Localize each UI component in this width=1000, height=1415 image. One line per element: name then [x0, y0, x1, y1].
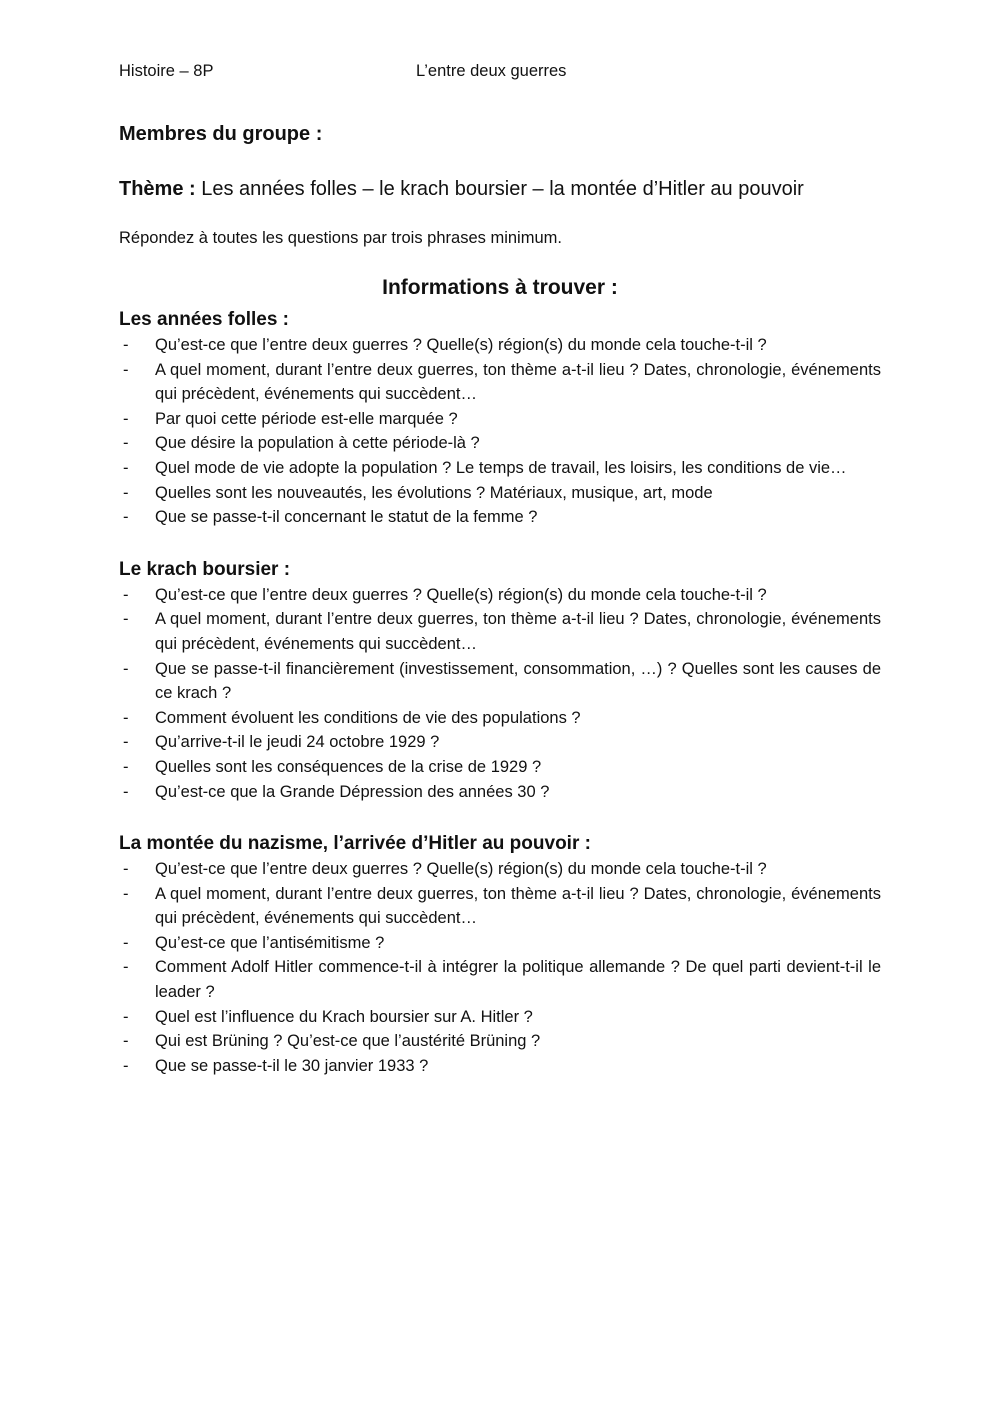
question-item — [119, 780, 881, 805]
question-text: Qu’est-ce que l’entre deux guerres ? Quelle(s) région(s) du monde cela touche-t-il ? — [155, 860, 767, 879]
question-item — [119, 333, 881, 358]
bullet-dash: - — [123, 1056, 129, 1075]
instruction-text: Répondez à toutes les questions par trois phrases minimum. — [119, 229, 562, 247]
question-text: Qu’est-ce que l’entre deux guerres ? Quelle(s) région(s) du monde cela touche-t-il ? — [155, 585, 767, 604]
question-text: A quel moment, durant l’entre deux guerres, ton thème a-t-il lieu ? Dates, chronologie, événements qui précèdent, événements qui succèdent… — [155, 610, 881, 653]
bullet-dash: - — [123, 610, 129, 629]
question-list — [119, 857, 881, 1078]
question-text: Qu’est-ce que l’antisémitisme ? — [155, 933, 385, 952]
theme-label: Thème : — [119, 178, 196, 200]
question-text: Qu’est-ce que l’entre deux guerres ? Quelle(s) région(s) du monde cela touche-t-il ? — [155, 336, 767, 354]
question-text: A quel moment, durant l’entre deux guerres, ton thème a-t-il lieu ? Dates, chronologie, événements qui précèdent, événements qui succèdent… — [155, 884, 881, 928]
question-text: Quel mode de vie adopte la population ? Le temps de travail, les loisirs, les conditions de vie… — [155, 458, 847, 477]
group-members-label: Membres du groupe : — [119, 123, 323, 145]
question-item — [119, 882, 881, 931]
bullet-dash: - — [123, 933, 129, 952]
question-text: A quel moment, durant l’entre deux guerres, ton thème a-t-il lieu ? Dates, chronologie, événements qui précèdent, événements qui succèdent… — [155, 360, 881, 404]
bullet-dash: - — [123, 782, 129, 801]
question-text: Quelles sont les conséquences de la crise de 1929 ? — [155, 757, 542, 776]
question-section — [119, 556, 881, 804]
question-item — [119, 755, 881, 780]
bullet-dash: - — [123, 733, 129, 752]
bullet-dash: - — [123, 1007, 129, 1026]
bullet-dash: - — [123, 458, 129, 477]
question-item — [119, 706, 881, 731]
question-item — [119, 431, 881, 456]
question-item — [119, 1054, 881, 1079]
question-item — [119, 1005, 881, 1030]
question-text: Par quoi cette période est-elle marquée ? — [155, 409, 458, 428]
question-text: Qu’est-ce que la Grande Dépression des années 30 ? — [155, 782, 550, 801]
bullet-dash: - — [123, 585, 129, 604]
question-item — [119, 358, 881, 407]
bullet-dash: - — [123, 483, 129, 502]
theme-text: Les années folles – le krach boursier – la montée d’Hitler au pouvoir — [195, 178, 804, 200]
header-subject: Histoire – 8P — [119, 62, 214, 80]
question-item — [119, 1029, 881, 1054]
section-title: Le krach boursier : — [119, 558, 291, 580]
question-item — [119, 730, 881, 755]
document-page — [119, 60, 881, 1078]
bullet-dash: - — [123, 757, 129, 776]
question-text: Que se passe-t-il le 30 janvier 1933 ? — [155, 1056, 429, 1075]
question-section — [119, 306, 881, 530]
main-title: Informations à trouver : — [382, 276, 618, 299]
page-header — [119, 60, 881, 84]
bullet-dash: - — [123, 336, 129, 354]
question-text: Qu’arrive-t-il le jeudi 24 octobre 1929 ? — [155, 733, 440, 752]
question-item — [119, 955, 881, 1004]
sections-container — [119, 306, 881, 1078]
bullet-dash: - — [123, 409, 129, 428]
bullet-dash: - — [123, 708, 129, 727]
bullet-dash: - — [123, 1032, 129, 1051]
question-item — [119, 407, 881, 432]
question-text: Comment Adolf Hitler commence-t-il à intégrer la politique allemande ? De quel parti devient-t-il le leader ? — [155, 958, 881, 1002]
question-item — [119, 481, 881, 506]
question-item — [119, 857, 881, 882]
question-section — [119, 830, 881, 1078]
question-list — [119, 583, 881, 804]
question-text: Comment évoluent les conditions de vie des populations ? — [155, 708, 581, 727]
question-text: Que se passe-t-il concernant le statut de la femme ? — [155, 508, 538, 527]
bullet-dash: - — [123, 860, 129, 879]
header-topic: L’entre deux guerres — [416, 62, 567, 80]
question-item — [119, 607, 881, 656]
question-item — [119, 456, 881, 481]
question-item — [119, 657, 881, 706]
section-title: Les années folles : — [119, 309, 290, 330]
question-text: Que se passe-t-il financièrement (investissement, consommation, …) ? Quelles sont les causes de ce krach ? — [155, 659, 881, 703]
bullet-dash: - — [123, 434, 129, 453]
question-item — [119, 583, 881, 608]
bullet-dash: - — [123, 659, 129, 678]
question-item — [119, 505, 881, 530]
bullet-dash: - — [123, 508, 129, 527]
bullet-dash: - — [123, 360, 129, 379]
section-title: La montée du nazisme, l’arrivée d’Hitler au pouvoir : — [119, 833, 591, 855]
bullet-dash: - — [123, 884, 129, 903]
question-text: Quel est l’influence du Krach boursier sur A. Hitler ? — [155, 1007, 533, 1026]
question-item — [119, 931, 881, 956]
question-text: Quelles sont les nouveautés, les évolutions ? Matériaux, musique, art, mode — [155, 483, 713, 502]
bullet-dash: - — [123, 958, 129, 977]
question-text: Que désire la population à cette période-là ? — [155, 434, 480, 453]
question-text: Qui est Brüning ? Qu’est-ce que l’austérité Brüning ? — [155, 1032, 541, 1051]
theme-line — [119, 178, 881, 206]
question-list — [119, 333, 881, 530]
